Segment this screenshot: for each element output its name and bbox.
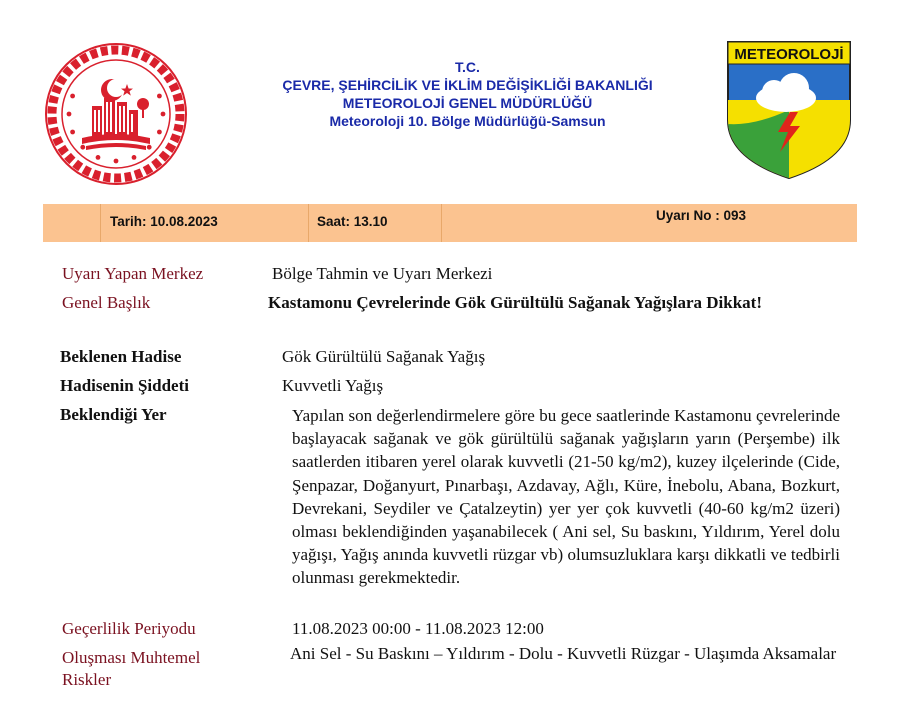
seal-star-icon <box>157 94 162 99</box>
seal-star-icon <box>70 130 75 135</box>
seal-star-icon <box>96 155 101 160</box>
seal-star-icon <box>161 112 166 117</box>
risks-value: Ani Sel - Su Baskını – Yıldırım - Dolu - Kuvvetli Rüzgar - Ulaşımda Aksamalar <box>290 644 837 663</box>
seal-star-icon <box>114 159 119 164</box>
severity-value: Kuvvetli Yağış <box>282 376 384 395</box>
title-label: Genel Başlık <box>62 293 151 312</box>
bar-divider <box>308 204 309 242</box>
validity-value: 11.08.2023 00:00 - 11.08.2023 12:00 <box>292 619 544 638</box>
info-bar <box>43 204 857 242</box>
meteoroloji-logo <box>724 40 854 180</box>
bar-divider <box>100 204 101 242</box>
ministry-seal-icon <box>42 40 190 188</box>
header-ministry: ÇEVRE, ŞEHİRCİLİK VE İKLİM DEĞİŞİKLİĞİ BAKANLIĞI <box>282 77 653 93</box>
severity-label: Hadisenin Şiddeti <box>60 376 189 395</box>
center-value: Bölge Tahmin ve Uyarı Merkezi <box>272 264 493 283</box>
header-block <box>195 58 740 130</box>
header-line-tc: T.C. <box>455 59 480 75</box>
risks-label-line2: Riskler <box>62 670 112 689</box>
event-label: Beklenen Hadise <box>60 347 182 366</box>
validity-label: Geçerlilik Periyodu <box>62 619 196 638</box>
seal-star-icon <box>132 155 137 160</box>
header-region: Meteoroloji 10. Bölge Müdürlüğü-Samsun <box>329 113 606 129</box>
seal-star-icon <box>67 112 72 117</box>
seal-star-icon <box>80 145 85 150</box>
date-label: Tarih: 10.08.2023 <box>110 214 218 229</box>
risks-label-line1: Oluşması Muhtemel <box>62 648 201 667</box>
place-value: Yapılan son değerlendirmelere göre bu gece saatlerinde Kastamonu çevrelerinde başlayacak sağanak ve gök gürültülü sağanak yağışların yarın (Perşembe) ilk saatlerden itibaren yerel olarak kuvvetli (21-50 kg/m2), kuzey ilçelerinde (Cide, Şenpazar, Doğanyurt, Pınarbaşı, Azdavay, Ağlı, Küre, İnebolu, Abana, Bozkurt, Devrekani, Seydiler ve Çatalzeytin) yer yer çok kuvvetli (40-60 kg/m2 üzeri) olması beklendiğinden yaşanabilecek ( Ani sel, Su baskını, Yıldırım, Yerel dolu yağışı, Yağış anında kuvvetli rüzgar vb) olumsuzluklara karşı dikkatli ve tedbirli olunması gerekmektedir. <box>292 406 840 588</box>
header-directorate: METEOROLOJİ GENEL MÜDÜRLÜĞÜ <box>342 95 593 111</box>
seal-star-icon <box>70 94 75 99</box>
center-label: Uyarı Yapan Merkez <box>62 264 204 283</box>
title-value: Kastamonu Çevrelerinde Gök Gürültülü Sağanak Yağışlara Dikkat! <box>268 293 763 312</box>
time-label: Saat: 13.10 <box>317 214 388 229</box>
bar-divider <box>441 204 442 242</box>
logo-text: METEOROLOJİ <box>734 46 844 63</box>
seal-star-icon <box>147 145 152 150</box>
warning-number: Uyarı No : 093 <box>656 208 747 223</box>
seal-star-icon <box>157 130 162 135</box>
event-value: Gök Gürültülü Sağanak Yağış <box>282 347 486 366</box>
place-label: Beklendiği Yer <box>60 405 167 424</box>
